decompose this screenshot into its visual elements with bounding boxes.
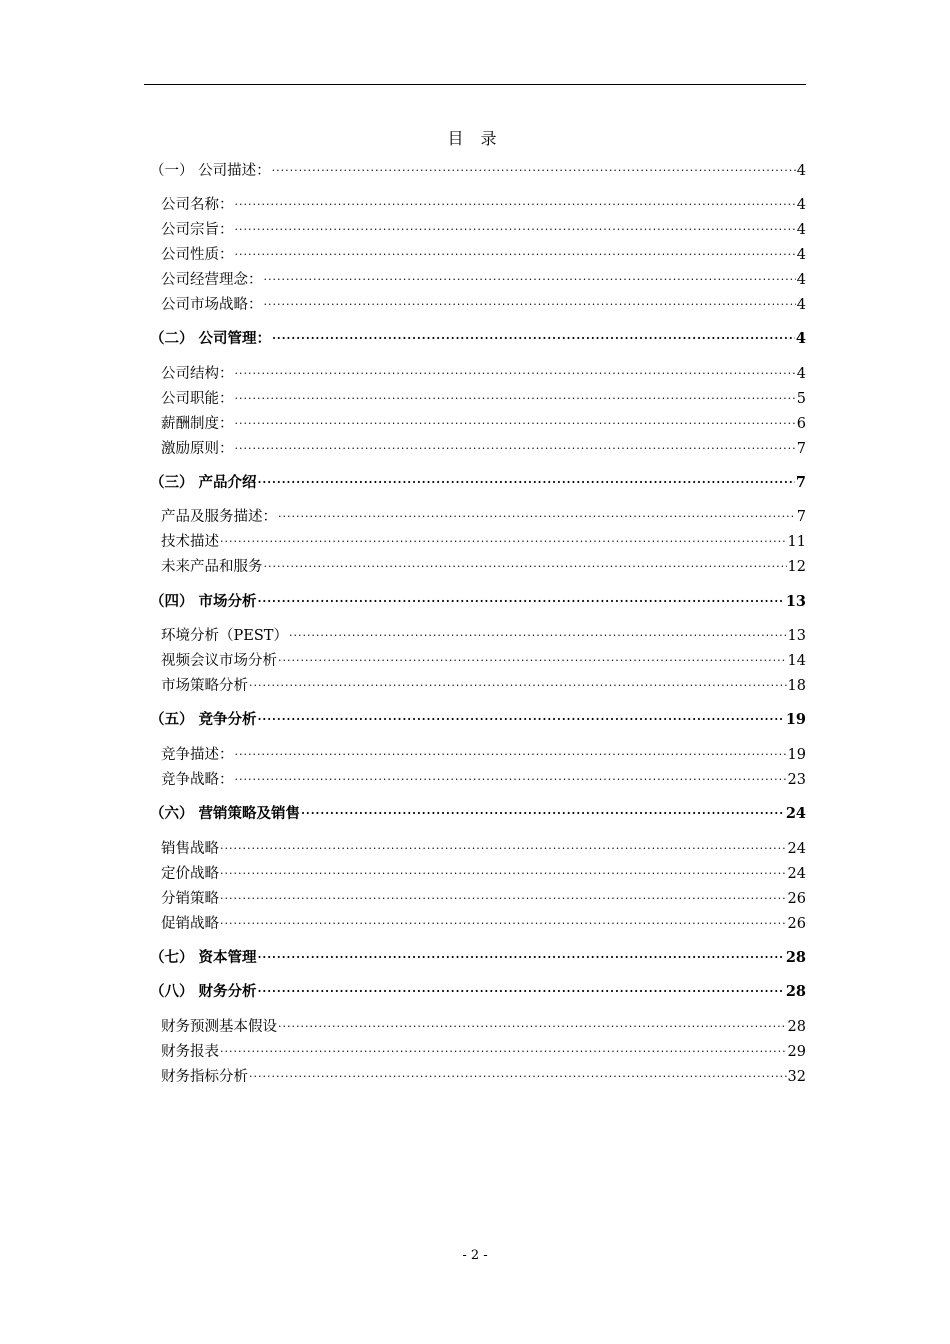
- toc-subsection-entry[interactable]: [161, 888, 806, 910]
- toc-dot-leader: [249, 1063, 787, 1085]
- toc-entry-page: 4: [796, 366, 806, 382]
- toc-dot-leader: [258, 588, 785, 610]
- toc-subsection-entry[interactable]: [161, 506, 806, 528]
- toc-entry-page: 12: [787, 559, 806, 575]
- toc-dot-leader: [272, 157, 796, 179]
- toc-subsection-entry[interactable]: [161, 531, 806, 553]
- toc-entry-label: （八） 财务分析: [150, 983, 257, 1000]
- toc-subsection-entry[interactable]: [161, 675, 806, 697]
- toc-entry-page: 24: [787, 866, 806, 882]
- toc-entry-page: 28: [785, 983, 806, 1000]
- toc-entry-page: 5: [796, 391, 806, 407]
- toc-entry-page: 4: [796, 163, 806, 179]
- toc-entry-label: （二） 公司管理：: [150, 330, 272, 347]
- toc-entry-page: 6: [796, 416, 806, 432]
- toc-dot-leader: [278, 647, 787, 669]
- toc-entry-label: 环境分析（PEST）: [161, 628, 288, 644]
- toc-dot-leader: [220, 860, 787, 882]
- toc-entry-label: （六） 营销策略及销售: [150, 805, 301, 822]
- toc-subsection-entry[interactable]: [161, 1041, 806, 1063]
- toc-entry-label: 销售战略: [161, 841, 219, 857]
- toc-entry-page: 4: [796, 272, 806, 288]
- toc-entry-page: 14: [787, 653, 806, 669]
- toc-section-entry[interactable]: [150, 803, 806, 825]
- toc-entry-page: 28: [787, 1019, 806, 1035]
- toc-dot-leader: [258, 469, 795, 491]
- toc-entry-label: 市场策略分析: [161, 678, 248, 694]
- toc-dot-leader: [235, 385, 796, 407]
- toc-dot-leader: [220, 910, 787, 932]
- toc-dot-leader: [264, 553, 787, 575]
- toc-dot-leader: [220, 1038, 787, 1060]
- toc-section-entry[interactable]: [150, 328, 806, 350]
- toc-dot-leader: [289, 622, 787, 644]
- toc-entry-label: 公司职能：: [161, 391, 234, 407]
- toc-entry-label: 激励原则：: [161, 441, 234, 457]
- toc-subsection-entry[interactable]: [161, 1066, 806, 1088]
- toc-subsection-entry[interactable]: [161, 913, 806, 935]
- toc-section-entry[interactable]: [150, 591, 806, 613]
- toc-subsection-entry[interactable]: [161, 769, 806, 791]
- toc-subsection-entry[interactable]: [161, 863, 806, 885]
- toc-subsection-entry[interactable]: [161, 244, 806, 266]
- toc-entry-label: 公司宗旨：: [161, 222, 234, 238]
- toc-entry-label: 促销战略: [161, 916, 219, 932]
- toc-entry-label: 竞争描述：: [161, 747, 234, 763]
- page-number: - 2 -: [462, 1248, 488, 1263]
- toc-dot-leader: [235, 435, 796, 457]
- toc-subsection-entry[interactable]: [161, 413, 806, 435]
- toc-entry-label: 财务指标分析: [161, 1069, 248, 1085]
- toc-entry-label: （七） 资本管理: [150, 949, 257, 966]
- toc-entry-label: 公司性质：: [161, 247, 234, 263]
- toc-subsection-entry[interactable]: [161, 388, 806, 410]
- toc-entry-page: 4: [796, 297, 806, 313]
- toc-entry-label: 分销策略: [161, 891, 219, 907]
- toc-entry-page: 11: [787, 534, 806, 550]
- toc-section-entry[interactable]: [150, 947, 806, 969]
- toc-dot-leader: [235, 741, 787, 763]
- toc-dot-leader: [235, 360, 796, 382]
- toc-entry-page: 19: [787, 747, 806, 763]
- toc-entry-page: 19: [785, 711, 806, 728]
- toc-subsection-entry[interactable]: [161, 744, 806, 766]
- header-rule: [144, 84, 806, 85]
- toc-subsection-entry[interactable]: [161, 1016, 806, 1038]
- toc-dot-leader: [235, 410, 796, 432]
- toc-entry-label: （五） 竞争分析: [150, 711, 257, 728]
- toc-entry-label: 公司结构：: [161, 366, 234, 382]
- toc-subsection-entry[interactable]: [161, 438, 806, 460]
- toc-entry-label: 薪酬制度：: [161, 416, 234, 432]
- toc-subsection-entry[interactable]: [161, 625, 806, 647]
- toc-dot-leader: [264, 291, 796, 313]
- toc-entry-page: 29: [787, 1044, 806, 1060]
- toc-subsection-entry[interactable]: [161, 294, 806, 316]
- toc-dot-leader: [278, 1013, 787, 1035]
- toc-subsection-entry[interactable]: [161, 219, 806, 241]
- toc-dot-leader: [301, 800, 785, 822]
- toc-dot-leader: [235, 241, 796, 263]
- toc-entry-label: 技术描述: [161, 534, 219, 550]
- toc-entry-label: 产品及服务描述：: [161, 509, 277, 525]
- toc-subsection-entry[interactable]: [161, 650, 806, 672]
- toc-dot-leader: [249, 672, 787, 694]
- toc-entry-page: 13: [787, 628, 806, 644]
- toc-dot-leader: [272, 325, 795, 347]
- toc-subsection-entry[interactable]: [161, 363, 806, 385]
- toc-section-entry[interactable]: [150, 160, 806, 182]
- toc-entry-page: 7: [795, 474, 806, 491]
- toc-entry-page: 7: [796, 509, 806, 525]
- toc-entry-page: 26: [787, 891, 806, 907]
- toc-entry-page: 26: [787, 916, 806, 932]
- toc-dot-leader: [264, 266, 796, 288]
- toc-subsection-entry[interactable]: [161, 838, 806, 860]
- toc-entry-page: 23: [787, 772, 806, 788]
- toc-subsection-entry[interactable]: [161, 556, 806, 578]
- toc-entry-page: 13: [785, 593, 806, 610]
- toc-entry-label: 公司名称：: [161, 197, 234, 213]
- toc-dot-leader: [258, 944, 785, 966]
- toc-entry-label: （一） 公司描述：: [150, 163, 271, 179]
- toc-dot-leader: [235, 216, 796, 238]
- toc-entry-label: 未来产品和服务: [161, 559, 263, 575]
- toc-dot-leader: [220, 885, 787, 907]
- toc-entry-page: 24: [787, 841, 806, 857]
- toc-dot-leader: [220, 835, 787, 857]
- toc-dot-leader: [258, 978, 785, 1000]
- toc-entry-label: （四） 市场分析: [150, 593, 257, 610]
- toc-entry-page: 24: [785, 805, 806, 822]
- toc-entry-label: 公司经营理念：: [161, 272, 263, 288]
- toc-dot-leader: [235, 191, 796, 213]
- toc-dot-leader: [220, 528, 787, 550]
- toc-entry-page: 7: [796, 441, 806, 457]
- toc-entry-page: 18: [787, 678, 806, 694]
- toc-dot-leader: [258, 706, 785, 728]
- toc-entry-label: （三） 产品介绍: [150, 474, 257, 491]
- toc-entry-page: 4: [796, 222, 806, 238]
- toc-section-entry[interactable]: [150, 472, 806, 494]
- toc-dot-leader: [278, 503, 796, 525]
- toc-entry-page: 32: [787, 1069, 806, 1085]
- toc-title: 目 录: [447, 129, 503, 148]
- toc-entry-page: 4: [796, 197, 806, 213]
- toc-subsection-entry[interactable]: [161, 269, 806, 291]
- toc-section-entry[interactable]: [150, 709, 806, 731]
- toc-entry-label: 公司市场战略：: [161, 297, 263, 313]
- toc-entry-page: 4: [796, 247, 806, 263]
- toc-section-entry[interactable]: [150, 981, 806, 1003]
- toc-entry-label: 竞争战略：: [161, 772, 234, 788]
- toc-entry-label: 定价战略: [161, 866, 219, 882]
- toc-entry-page: 4: [795, 330, 806, 347]
- toc-entry-label: 视频会议市场分析: [161, 653, 277, 669]
- toc-entry-page: 28: [785, 949, 806, 966]
- toc-subsection-entry[interactable]: [161, 194, 806, 216]
- toc-entry-label: 财务预测基本假设: [161, 1019, 277, 1035]
- toc-dot-leader: [235, 766, 787, 788]
- toc-entry-label: 财务报表: [161, 1044, 219, 1060]
